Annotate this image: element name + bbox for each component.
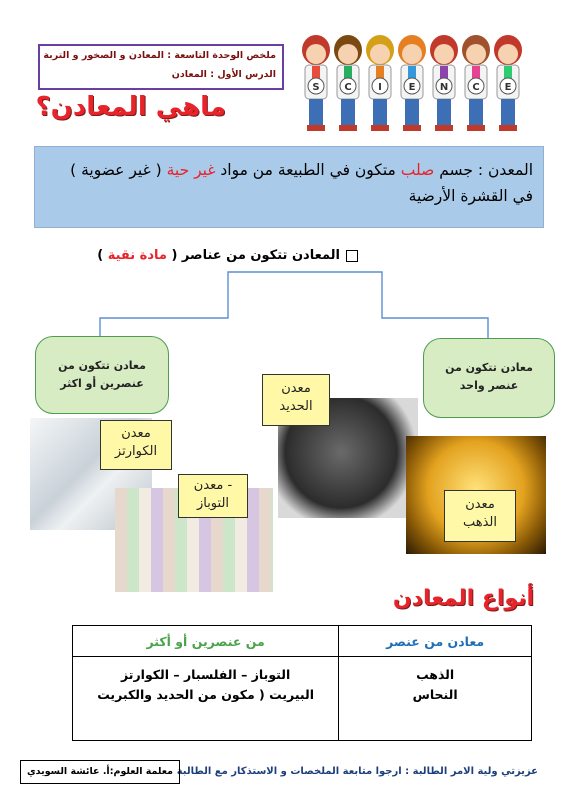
solid-highlight: صلب	[400, 161, 435, 179]
definition-text: المعدن : جسم صلب متكون في الطبيعة من مواد غير حية ( غير عضوية ) في القشرة الأرضية	[70, 161, 533, 205]
quartz-label: معدن الكوارتز	[100, 420, 172, 470]
single-element-bubble: معادن تتكون من عنصر واحد	[423, 338, 555, 418]
multi-element-header: من عنصرين أو أكثر	[73, 626, 339, 657]
single-element-cell: الذهب النحاس	[339, 657, 532, 741]
single-element-header: معادن من عنصر	[339, 626, 532, 657]
banner-letter: N	[439, 82, 449, 93]
banner-letter: C	[472, 82, 480, 93]
banner-letter: I	[378, 82, 382, 93]
topaz-label: - معدن التوباز	[178, 474, 248, 518]
banner-letter: C	[344, 82, 352, 93]
multi-element-cell: التوباز – الفلسبار – الكوارتز البيريت ( مكون من الحديد والكبريت	[73, 657, 339, 741]
lesson-line: الدرس الأول : المعادن	[171, 69, 276, 80]
mineral-types-title: أنواع المعادن	[392, 586, 534, 611]
two-or-more-elements-bubble: معادن تتكون من عنصرين أو اكثر	[35, 336, 169, 414]
elements-subheading: المعادن تتكون من عناصر ( مادة نقية )	[97, 248, 358, 263]
iron-label: معدن الحديد	[262, 374, 330, 426]
teacher-name-box: معلمة العلوم:أ. عائشة السويدي	[20, 760, 180, 784]
gold-label: معدن الذهب	[444, 490, 516, 542]
mineral-types-table	[72, 625, 532, 741]
banner-letter: S	[312, 82, 320, 93]
unit-summary-line: ملخص الوحدة التاسعة : المعادن و الصخور و التربة	[43, 50, 276, 61]
banner-letter: E	[408, 82, 416, 93]
non-living-highlight: غير حية	[166, 161, 216, 179]
page-title: ماهي المعادن؟	[35, 92, 226, 122]
parent-note: عزيزتي ولية الامر الطالبة : ارجوا متابعة الملخصات و الاستذكار مع الطالبة	[176, 766, 538, 777]
banner-letter: E	[504, 82, 512, 93]
